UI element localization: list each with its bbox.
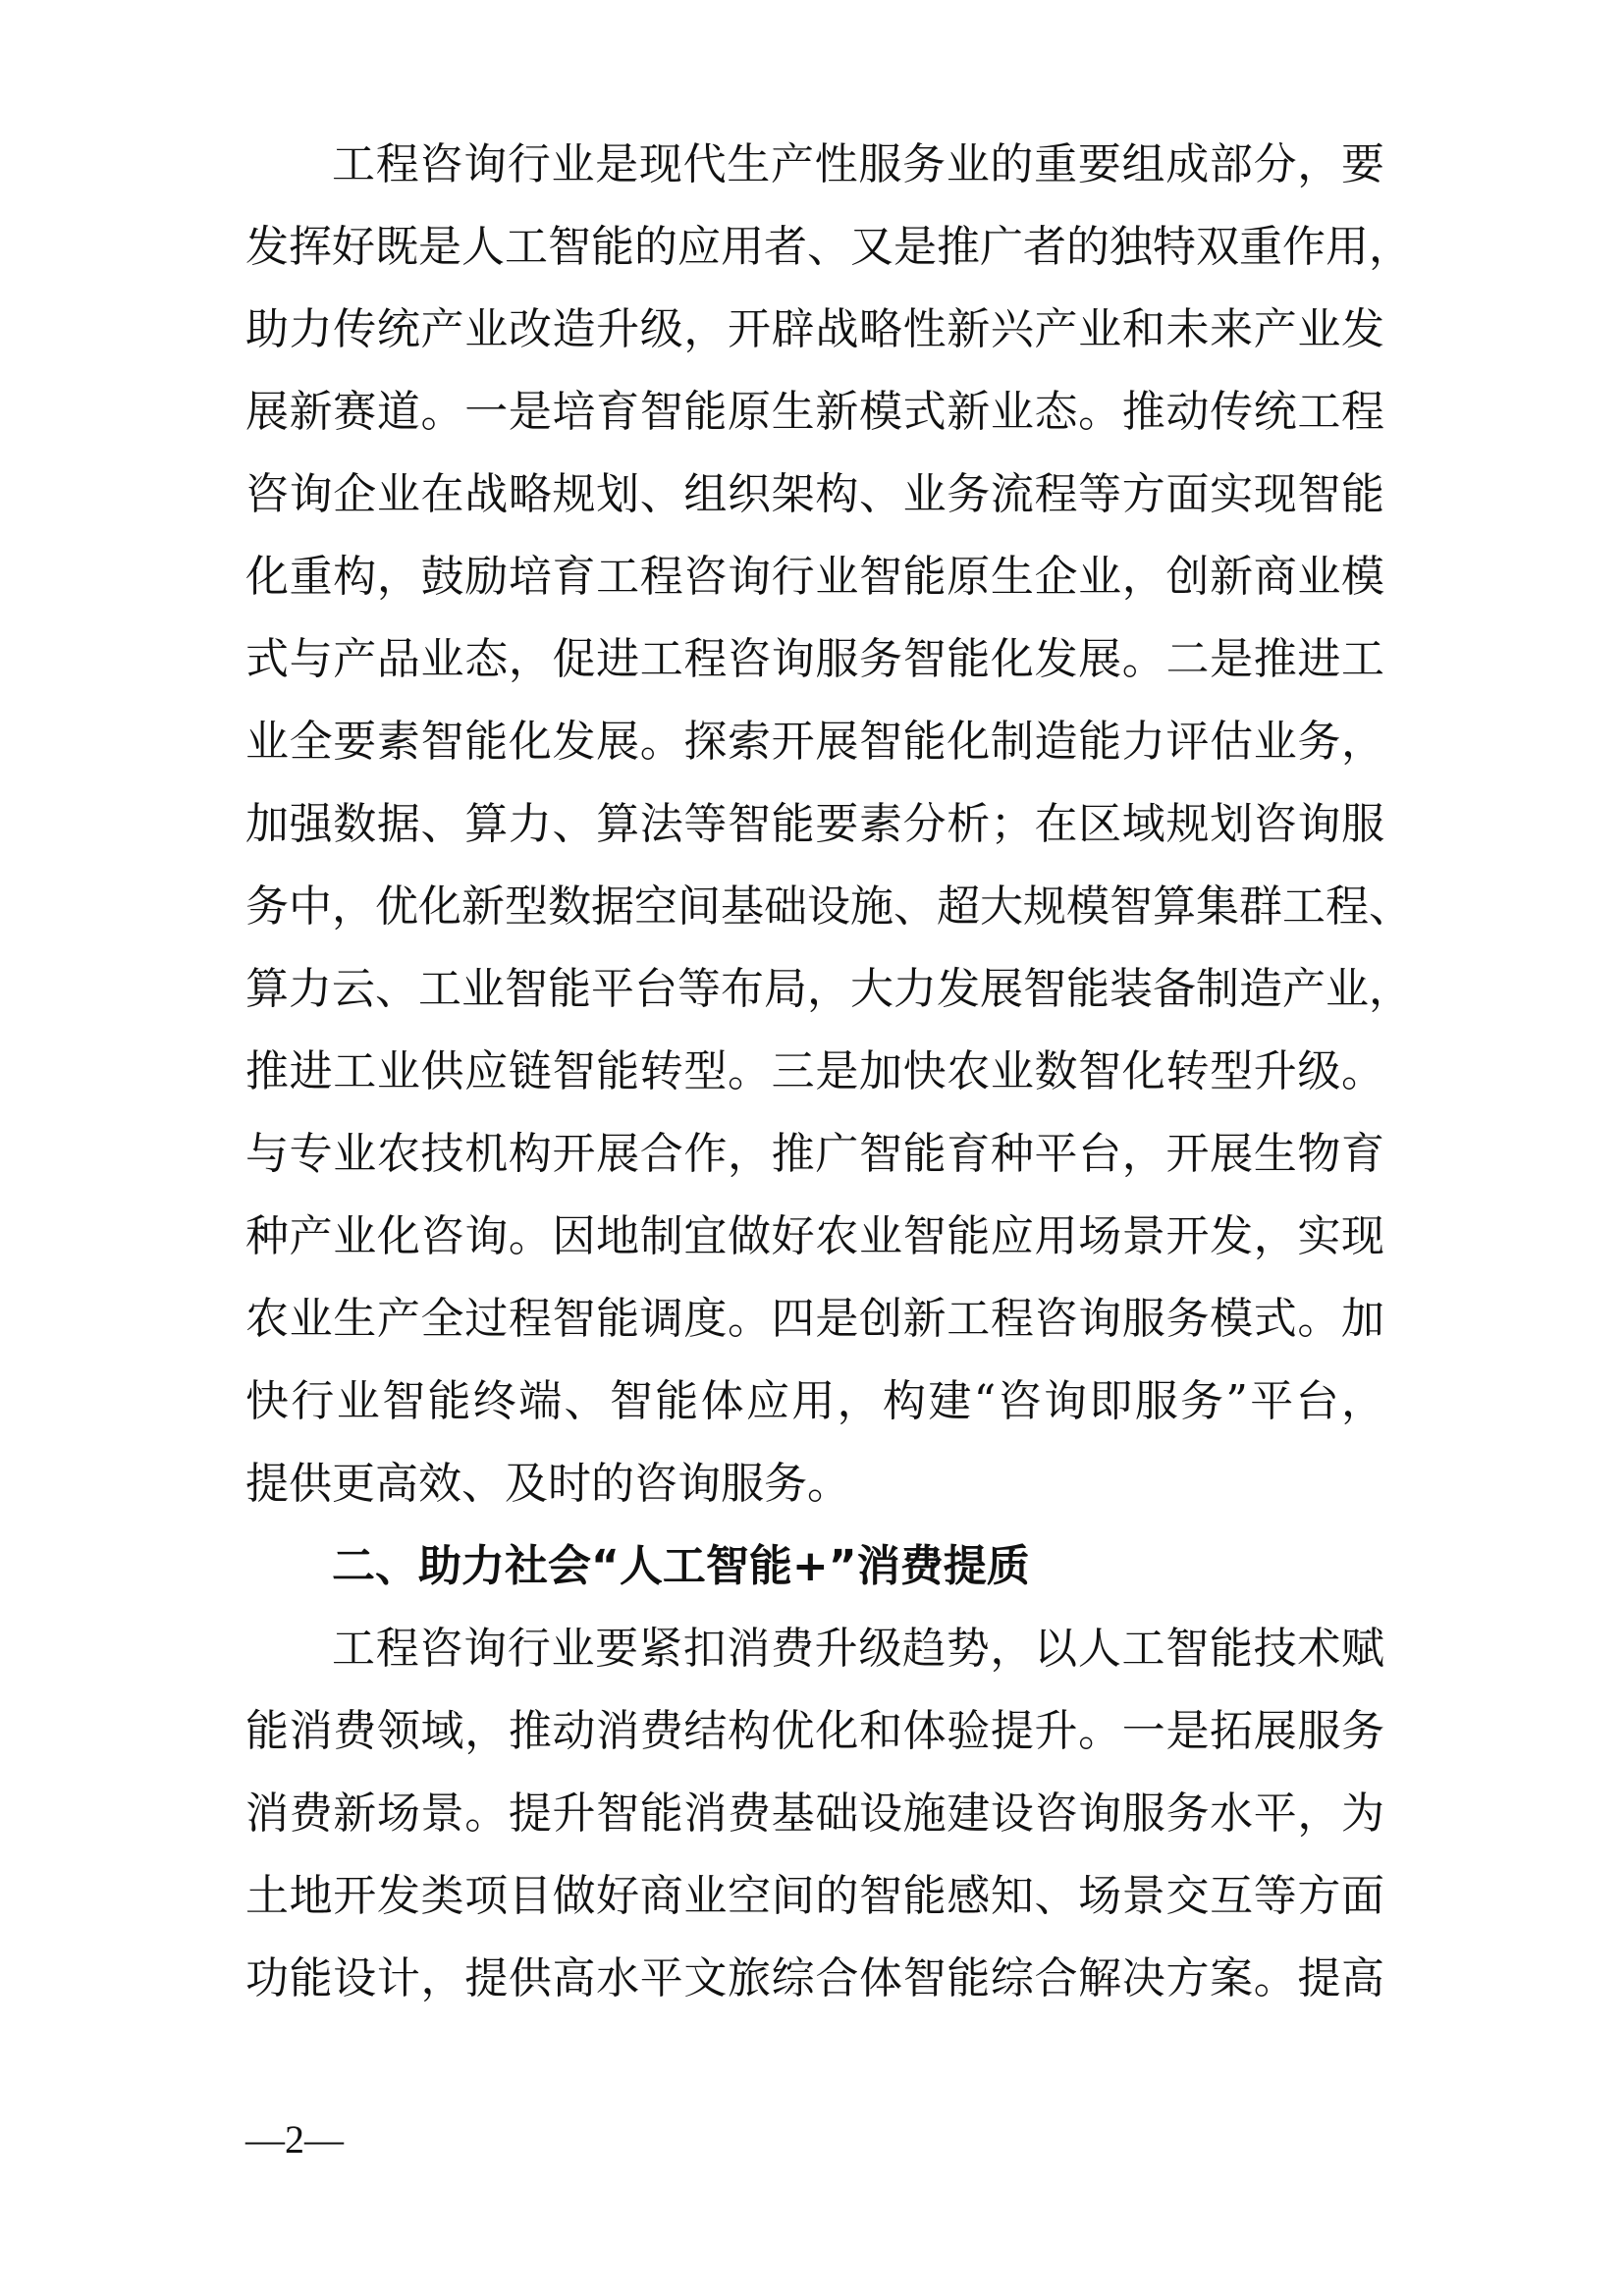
paragraph-2-line-5: 功能设计，提供高水平文旅综合体智能综合解决方案。提高 [245, 1953, 1384, 2003]
paragraph-1-line-17: 提供更高效、及时的咨询服务。 [245, 1459, 850, 1509]
paragraph-1-line-4: 展新赛道。一是培育智能原生新模式新业态。推动传统工程 [245, 387, 1384, 437]
paragraph-1-line-6: 化重构，鼓励培育工程咨询行业智能原生企业，创新商业模 [245, 552, 1384, 602]
paragraph-2-line-4: 土地开发类项目做好商业空间的智能感知、场景交互等方面 [245, 1871, 1384, 1921]
paragraph-1-line-14: 种产业化咨询。因地制宜做好农业智能应用场景开发，实现 [245, 1211, 1384, 1261]
paragraph-1-line-13: 与专业农技机构开展合作，推广智能育种平台，开展生物育 [245, 1129, 1384, 1179]
paragraph-1-line-7: 式与产品业态，促进工程咨询服务智能化发展。二是推进工 [245, 634, 1384, 684]
paragraph-1-line-11: 算力云、工业智能平台等布局，大力发展智能装备制造产业， [245, 964, 1412, 1014]
paragraph-1-line-5: 咨询企业在战略规划、组织架构、业务流程等方面实现智能 [245, 469, 1384, 519]
paragraph-1-line-10: 务中，优化新型数据空间基础设施、超大规模智算集群工程、 [245, 881, 1412, 932]
paragraph-1-line-15: 农业生产全过程智能调度。四是创新工程咨询服务模式。加 [245, 1294, 1384, 1344]
paragraph-2-line-3: 消费新场景。提升智能消费基础设施建设咨询服务水平，为 [245, 1789, 1384, 1839]
section-heading: 二、助力社会“人工智能+”消费提质 [332, 1541, 1030, 1591]
paragraph-1-line-12: 推进工业供应链智能转型。三是加快农业数智化转型升级。 [245, 1046, 1384, 1096]
page-number: —2— [245, 2117, 344, 2162]
paragraph-1-line-8: 业全要素智能化发展。探索开展智能化制造能力评估业务， [245, 717, 1384, 767]
paragraph-2-line-1: 工程咨询行业要紧扣消费升级趋势，以人工智能技术赋 [332, 1624, 1384, 1674]
paragraph-1-line-2: 发挥好既是人工智能的应用者、又是推广者的独特双重作用， [245, 222, 1412, 272]
paragraph-2-line-2: 能消费领域，推动消费结构优化和体验提升。一是拓展服务 [245, 1706, 1384, 1756]
paragraph-1-line-3: 助力传统产业改造升级，开辟战略性新兴产业和未来产业发 [245, 304, 1384, 354]
paragraph-1-line-9: 加强数据、算力、算法等智能要素分析；在区域规划咨询服 [245, 799, 1384, 849]
paragraph-1-line-16: 快行业智能终端、智能体应用，构建“咨询即服务”平台， [245, 1376, 1384, 1426]
paragraph-1-line-1: 工程咨询行业是现代生产性服务业的重要组成部分，要 [332, 139, 1384, 189]
